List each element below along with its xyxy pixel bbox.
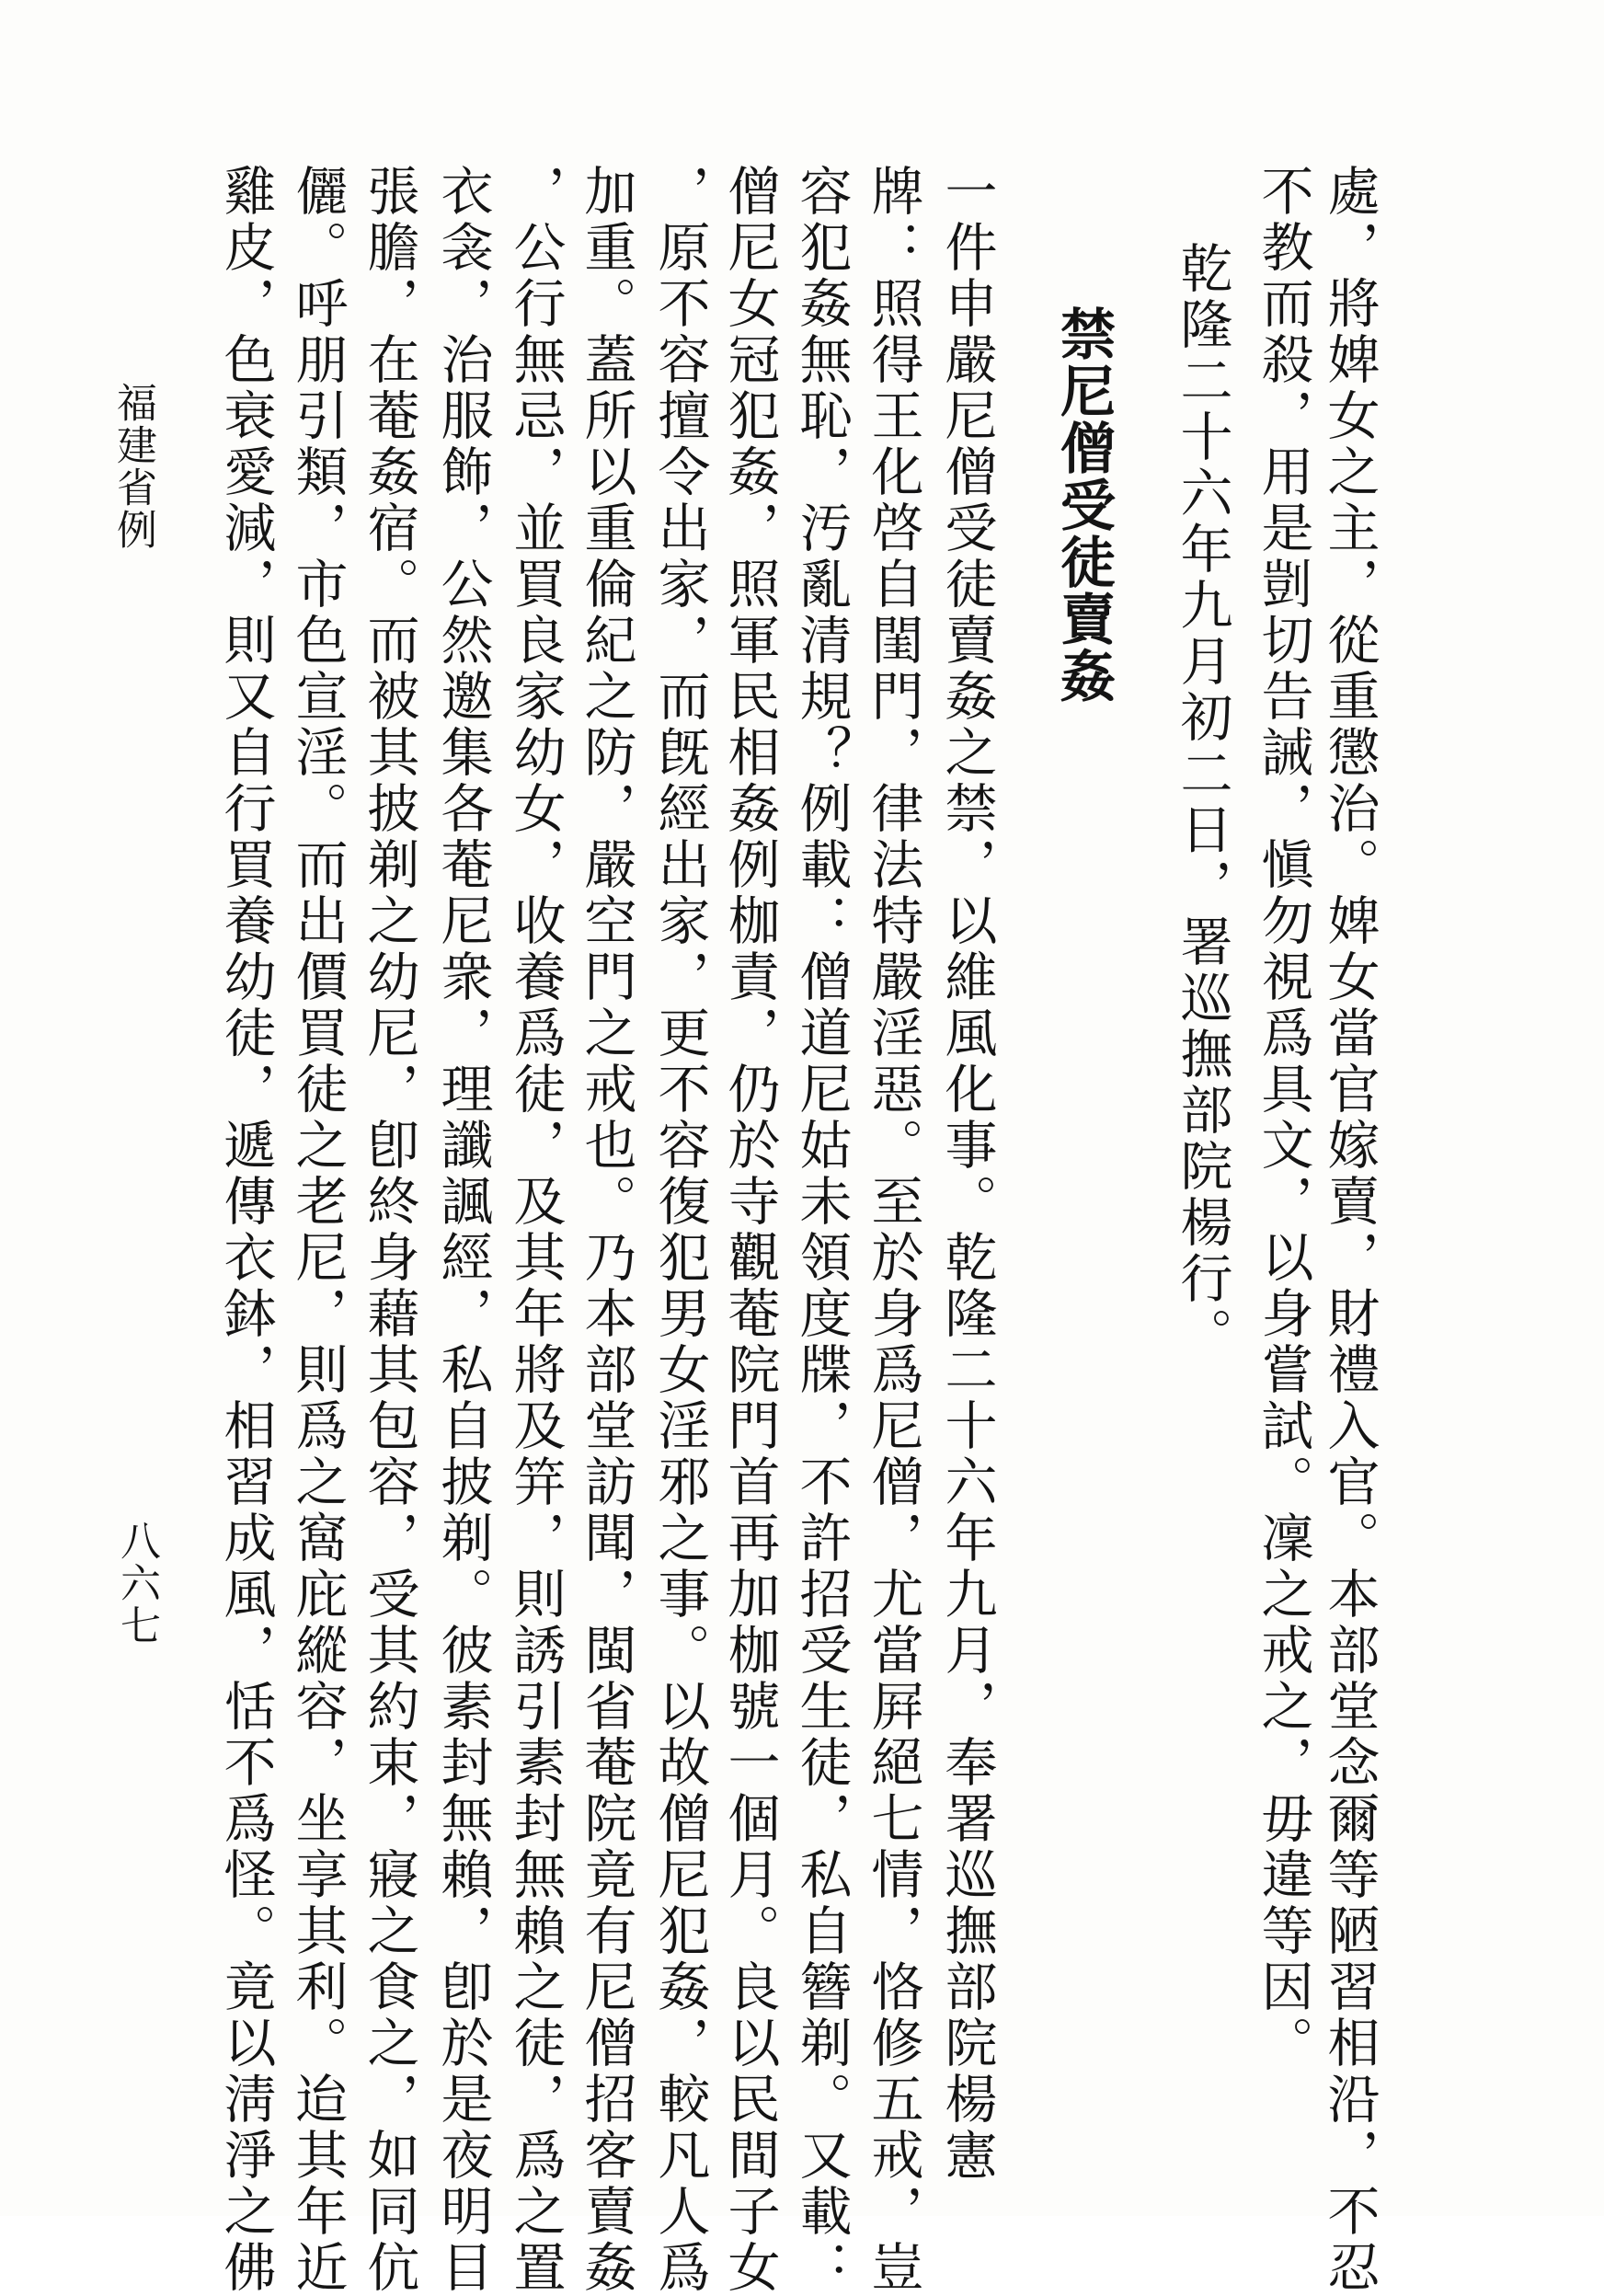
text-column-14: 儷。呼朋引類，市色宣淫。而出價買徒之老尼，則爲之窩庇縱容，坐享其利。迨其年近: [287, 164, 348, 2296]
text-column-3: 乾隆二十六年九月初二日，署巡撫部院楊行。: [1172, 241, 1232, 1363]
running-title: 福建省例: [109, 382, 156, 551]
text-column-12: 衣衾，治服飾，公然邀集各菴尼衆，理讖諷經，私自披剃。彼素封無賴，卽於是夜明目: [432, 164, 493, 2296]
text-column-7: 容犯姦無恥，汚亂清規？例載：僧道尼姑未領度牒，不許招受生徒，私自簪剃。又載：: [791, 164, 852, 2296]
text-column-1: 處，將婢女之主，從重懲治。婢女當官嫁賣，財禮入官。本部堂念爾等陋習相沿，不忍: [1319, 164, 1380, 2296]
text-column-9: ，原不容擅令出家，而旣經出家，更不容復犯男女淫邪之事。以故僧尼犯姦，較凡人爲: [649, 164, 710, 2296]
page-number: 八六七: [113, 1520, 160, 1647]
text-column-11: ，公行無忌，並買良家幼女，收養爲徒，及其年將及笄，則誘引素封無賴之徒，爲之置: [505, 164, 566, 2296]
text-column-13: 張膽，在菴姦宿。而被其披剃之幼尼，卽終身藉其包容，受其約束，寢之食之，如同伉: [359, 164, 419, 2296]
text-column-10: 加重。蓋所以重倫紀之防，嚴空門之戒也。乃本部堂訪聞，閩省菴院竟有尼僧招客賣姦: [576, 164, 636, 2296]
text-column-5: 一件申嚴尼僧受徒賣姦之禁，以維風化事。乾隆二十六年九月，奉署巡撫部院楊憲: [936, 164, 997, 2184]
text-column-15: 雞皮，色衰愛減，則又自行買養幼徒，遞傳衣鉢，相習成風，恬不爲怪。竟以淸淨之佛: [215, 164, 276, 2296]
text-column-6: 牌：照得王化啓自閨門，律法特嚴淫惡。至於身爲尼僧，尤當屛絕七情，恪修五戒，豈: [863, 164, 923, 2296]
text-column-8: 僧尼女冠犯姦，照軍民相姦例枷責，仍於寺觀菴院門首再加枷號一個月。良以民間子女: [719, 164, 780, 2296]
section-heading: 禁尼僧受徒賣姦: [1051, 305, 1116, 705]
text-column-2: 不教而殺，用是剴切告誡，愼勿視爲具文，以身嘗試。凜之戒之，毋違等因。: [1253, 164, 1313, 2072]
